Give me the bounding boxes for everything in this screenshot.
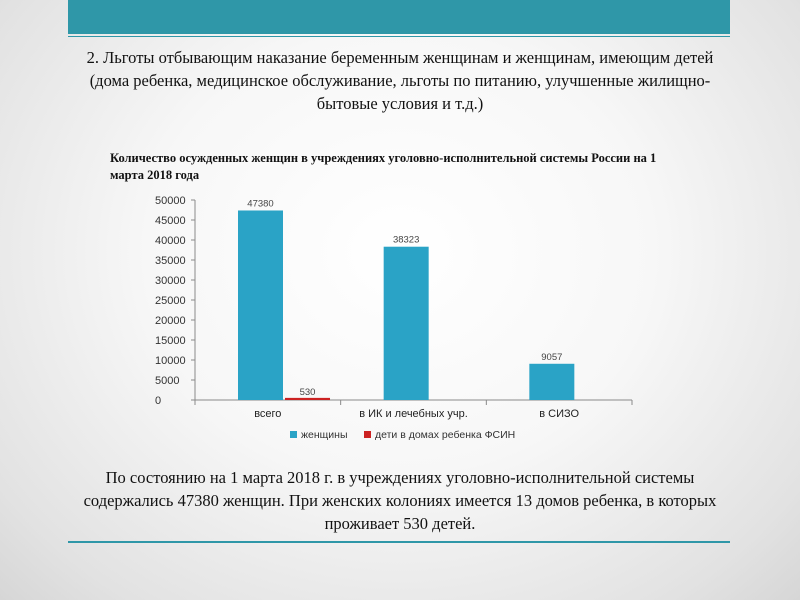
y-tick-label: 45000 [155, 215, 186, 227]
bar-data-label: 38323 [392, 234, 420, 246]
x-tick-label: в СИЗО [539, 408, 580, 420]
bar-women [238, 210, 283, 400]
y-tick-label: 50000 [155, 195, 186, 207]
y-tick-label: 25000 [155, 295, 186, 307]
slide-heading: 2. Льготы отбывающим наказание беременным женщинам и женщинам, имеющим детей (дома ребенка, медицинское обслуживание, льготы по питанию, улучшенные жилищно-бытовые условия и т.д.) [86, 48, 714, 113]
y-tick-label: 0 [155, 395, 162, 407]
legend-label-women: женщины [301, 429, 348, 441]
bar-women [529, 364, 574, 400]
top-accent-rule [68, 36, 730, 37]
y-tick-label: 15000 [155, 335, 186, 347]
y-tick-label: 35000 [155, 255, 186, 267]
y-tick-label: 20000 [155, 315, 186, 327]
bar-data-label: 47380 [247, 198, 274, 210]
bar-data-label: 9057 [541, 351, 563, 363]
x-tick-label: всего [254, 408, 282, 420]
y-tick-label: 30000 [155, 275, 186, 287]
y-tick-label: 5000 [155, 375, 180, 387]
legend-swatch-women [290, 431, 297, 438]
bottom-accent-rule [68, 541, 730, 543]
bar-women [384, 247, 429, 400]
bar-children [285, 398, 330, 400]
chart-title: Количество осужденных женщин в учреждениях уголовно-исполнительной системы России на 1 марта 2018 года [110, 151, 657, 182]
legend-swatch-children [364, 431, 371, 438]
bar-data-label: 530 [299, 386, 316, 398]
top-accent-bar [68, 0, 730, 34]
bar-chart [150, 190, 650, 460]
y-tick-label: 10000 [155, 355, 186, 367]
legend-label-children: дети в домах ребенка ФСИН [375, 429, 516, 441]
x-tick-label: в ИК и лечебных учр. [359, 408, 468, 420]
slide-footer-text: По состоянию на 1 марта 2018 г. в учреждениях уголовно-исполнительной системы содержались 47380 женщин. При женских колониях имеется 13 домов ребенка, в которых проживает 530 детей. [83, 468, 717, 533]
y-tick-label: 40000 [155, 235, 186, 247]
